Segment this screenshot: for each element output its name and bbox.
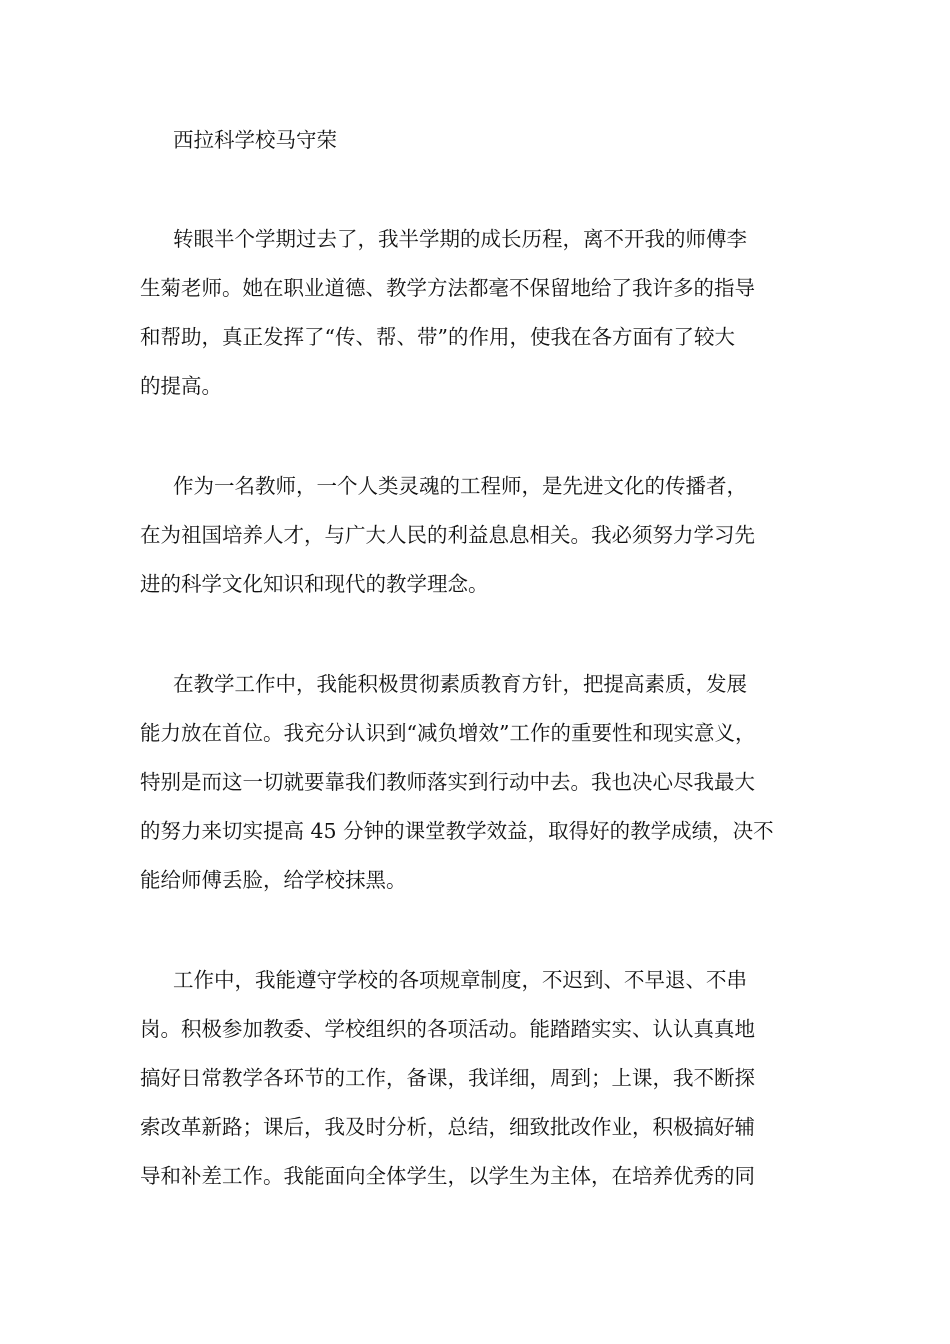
paragraph-line: 导和补差工作。我能面向全体学生，以学生为主体，在培养优秀的同	[140, 1164, 755, 1188]
paragraph-line: 在教学工作中，我能积极贯彻素质教育方针，把提高素质，发展	[173, 672, 747, 696]
paragraph-line: 搞好日常教学各环节的工作，备课，我详细，周到；上课，我不断探	[140, 1066, 755, 1090]
paragraph-line: 生菊老师。她在职业道德、教学方法都毫不保留地给了我许多的指导	[140, 276, 755, 300]
paragraph-line: 的努力来切实提高 45 分钟的课堂教学效益，取得好的教学成绩，决不	[140, 819, 774, 843]
paragraph-line: 岗。积极参加教委、学校组织的各项活动。能踏踏实实、认认真真地	[140, 1017, 755, 1041]
paragraph-line: 转眼半个学期过去了，我半学期的成长历程，离不开我的师傅李	[173, 227, 747, 251]
paragraph-line: 索改革新路；课后，我及时分析，总结，细致批改作业，积极搞好辅	[140, 1115, 755, 1139]
paragraph-line: 工作中，我能遵守学校的各项规章制度，不迟到、不早退、不串	[173, 968, 747, 992]
author-line: 西拉科学校马守荣	[173, 128, 337, 152]
paragraph-line: 特别是而这一切就要靠我们教师落实到行动中去。我也决心尽我最大	[140, 770, 755, 794]
paragraph-line: 在为祖国培养人才，与广大人民的利益息息相关。我必须努力学习先	[140, 523, 755, 547]
paragraph-line: 的提高。	[140, 374, 222, 398]
paragraph-line: 进的科学文化知识和现代的教学理念。	[140, 572, 489, 596]
paragraph-line: 能力放在首位。我充分认识到“减负增效”工作的重要性和现实意义，	[140, 721, 756, 745]
paragraph-line: 作为一名教师，一个人类灵魂的工程师，是先进文化的传播者，	[173, 474, 747, 498]
paragraph-line: 能给师傅丢脸，给学校抹黑。	[140, 868, 407, 892]
paragraph-line: 和帮助，真正发挥了“传、帮、带”的作用，使我在各方面有了较大	[140, 325, 735, 349]
